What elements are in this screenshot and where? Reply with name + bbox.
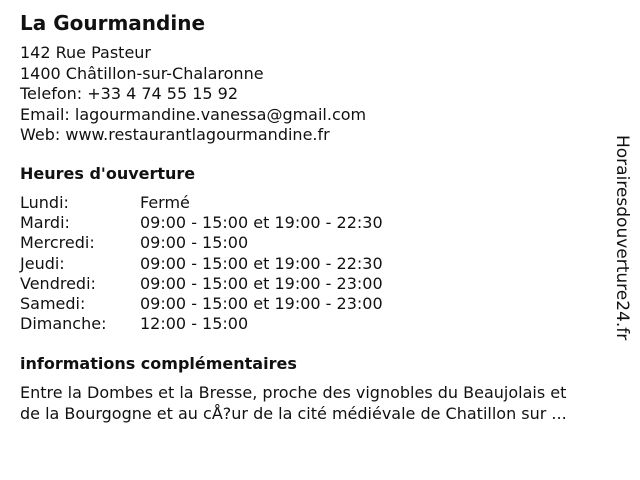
hours-day: Samedi: (20, 294, 86, 314)
hours-row-vendredi (20, 274, 383, 294)
hours-time: 12:00 - 15:00 (140, 314, 249, 334)
hours-day: Jeudi: (20, 253, 65, 273)
hours-time: 09:00 - 15:00 et 19:00 - 22:30 (140, 213, 383, 233)
hours-time: 09:00 - 15:00 et 19:00 - 23:00 (140, 294, 383, 314)
hours-time: 09:00 - 15:00 (140, 233, 249, 253)
hours-day: Mercredi: (20, 233, 95, 253)
info-line-2: de la Bourgogne et au cÅ?ur de la cité médiévale de Chatillon sur ... (20, 403, 567, 423)
hours-time: Fermé (140, 193, 190, 212)
info-heading: informations complémentaires (20, 354, 297, 373)
hours-heading: Heures d'ouverture (20, 164, 196, 183)
hours-time: 09:00 - 15:00 et 19:00 - 22:30 (140, 253, 383, 273)
hours-time: 09:00 - 15:00 et 19:00 - 23:00 (140, 273, 383, 293)
contact-block (20, 43, 366, 146)
business-name: La Gourmandine (20, 11, 206, 35)
site-watermark: Horairesdouverture24.fr (612, 135, 632, 341)
info-description (20, 383, 620, 424)
phone-number: Telefon: +33 4 74 55 15 92 (20, 84, 239, 103)
hours-day: Mardi: (20, 213, 70, 233)
hours-day: Vendredi: (20, 273, 96, 293)
hours-day: Dimanche: (20, 314, 107, 334)
hours-row-mercredi (20, 233, 383, 253)
info-line-1: Entre la Dombes et la Bresse, proche des vignobles du Beaujolais et (20, 383, 567, 402)
hours-row-jeudi (20, 254, 383, 274)
opening-hours-table (20, 193, 383, 334)
street-address: 142 Rue Pasteur (20, 43, 151, 62)
city-address: 1400 Châtillon-sur-Chalaronne (20, 63, 264, 83)
hours-row-samedi (20, 294, 383, 314)
hours-day: Lundi: (20, 193, 69, 212)
hours-row-dimanche (20, 314, 383, 334)
hours-row-lundi (20, 193, 383, 213)
email-address: Email: lagourmandine.vanessa@gmail.com (20, 104, 367, 124)
hours-row-mardi (20, 213, 383, 233)
website-address: Web: www.restaurantlagourmandine.fr (20, 125, 330, 144)
